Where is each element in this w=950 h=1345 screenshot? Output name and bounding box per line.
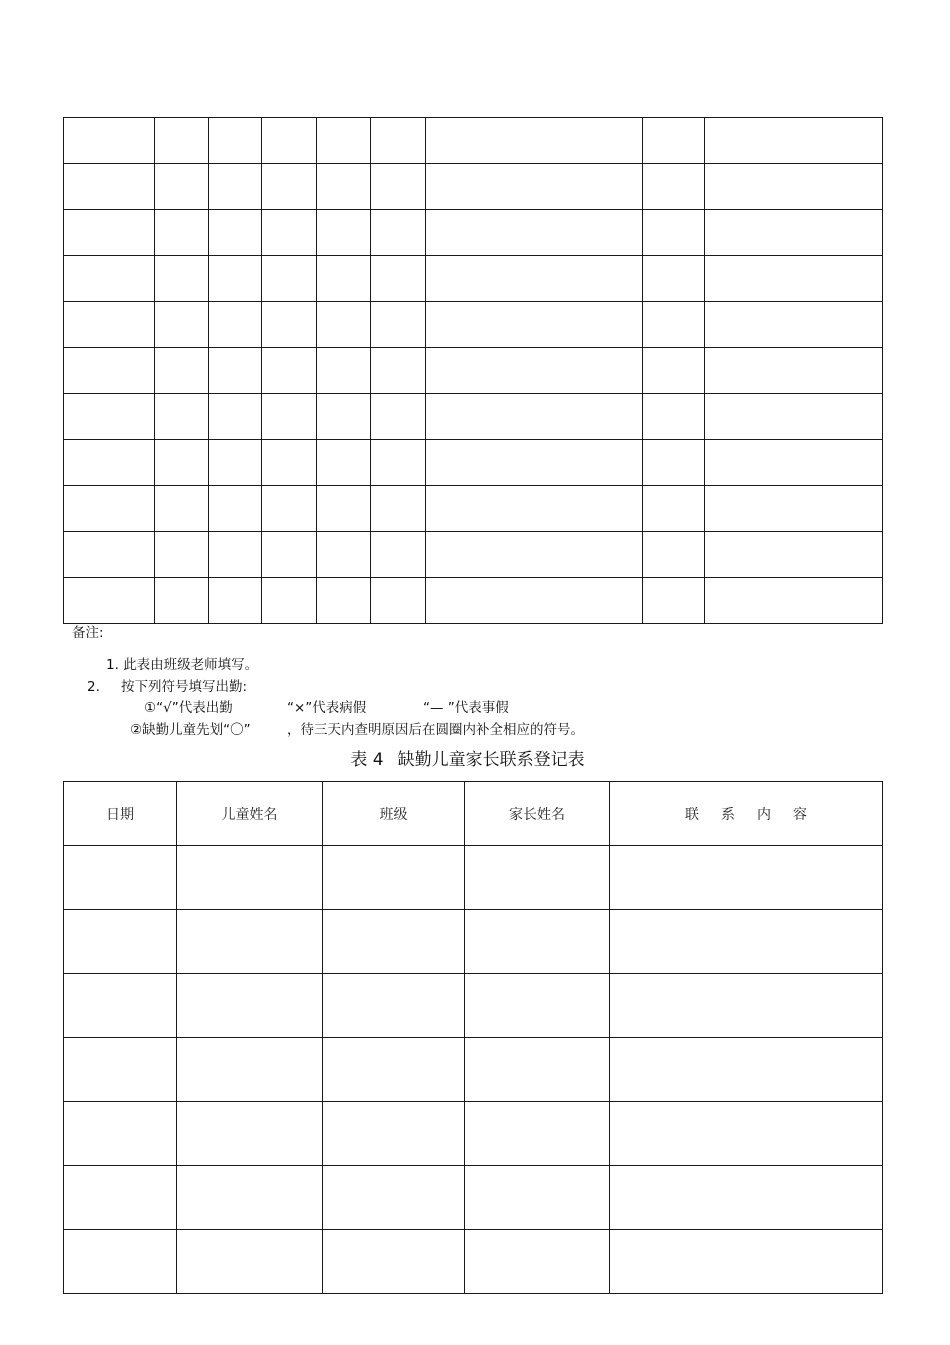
attendance-cell[interactable] bbox=[643, 348, 705, 394]
attendance-cell[interactable] bbox=[426, 440, 643, 486]
attendance-row bbox=[64, 578, 883, 624]
contact-cell[interactable] bbox=[64, 1230, 177, 1294]
attendance-cell[interactable] bbox=[155, 578, 209, 624]
contact-cell[interactable] bbox=[177, 974, 323, 1038]
contact-cell[interactable] bbox=[323, 974, 465, 1038]
attendance-cell[interactable] bbox=[262, 210, 317, 256]
attendance-row bbox=[64, 164, 883, 210]
contact-row bbox=[64, 846, 883, 910]
attendance-cell[interactable] bbox=[209, 348, 262, 394]
attendance-cell[interactable] bbox=[426, 532, 643, 578]
contact-table-name: 缺勤儿童家长联系登记表 bbox=[397, 750, 585, 770]
contact-cell[interactable] bbox=[177, 1166, 323, 1230]
attendance-cell[interactable] bbox=[317, 440, 371, 486]
attendance-cell[interactable] bbox=[371, 210, 426, 256]
attendance-cell[interactable] bbox=[64, 164, 155, 210]
attendance-cell[interactable] bbox=[317, 532, 371, 578]
contact-cell[interactable] bbox=[465, 1102, 610, 1166]
contact-cell[interactable] bbox=[323, 1166, 465, 1230]
note-item-2-number: 2. bbox=[87, 679, 100, 695]
attendance-cell[interactable] bbox=[371, 348, 426, 394]
contact-cell[interactable] bbox=[64, 974, 177, 1038]
attendance-cell[interactable] bbox=[209, 486, 262, 532]
contact-cell[interactable] bbox=[610, 1102, 883, 1166]
contact-cell[interactable] bbox=[610, 1038, 883, 1102]
header-child-name: 儿童姓名 bbox=[177, 782, 323, 846]
attendance-cell[interactable] bbox=[64, 348, 155, 394]
attendance-row bbox=[64, 394, 883, 440]
attendance-cell[interactable] bbox=[64, 302, 155, 348]
attendance-cell[interactable] bbox=[64, 394, 155, 440]
contact-cell[interactable] bbox=[177, 846, 323, 910]
contact-cell[interactable] bbox=[465, 1166, 610, 1230]
header-contact-content: 联系内容 bbox=[610, 782, 883, 846]
contact-cell[interactable] bbox=[64, 1038, 177, 1102]
attendance-cell[interactable] bbox=[643, 486, 705, 532]
contact-cell[interactable] bbox=[323, 1102, 465, 1166]
contact-cell[interactable] bbox=[610, 1230, 883, 1294]
attendance-cell[interactable] bbox=[317, 118, 371, 164]
attendance-cell[interactable] bbox=[317, 164, 371, 210]
attendance-cell[interactable] bbox=[317, 486, 371, 532]
attendance-cell[interactable] bbox=[643, 210, 705, 256]
attendance-cell[interactable] bbox=[262, 532, 317, 578]
note-item-1: 1. 此表由班级老师填写。 bbox=[106, 657, 259, 673]
symbol-sick-leave: “×”代表病假 bbox=[287, 700, 367, 716]
attendance-row bbox=[64, 210, 883, 256]
symbol-present: ①“√”代表出勤 bbox=[144, 700, 233, 716]
contact-row bbox=[64, 974, 883, 1038]
attendance-cell[interactable] bbox=[705, 210, 883, 256]
attendance-cell[interactable] bbox=[371, 164, 426, 210]
attendance-cell[interactable] bbox=[426, 164, 643, 210]
attendance-cell[interactable] bbox=[262, 486, 317, 532]
header-parent-name: 家长姓名 bbox=[465, 782, 610, 846]
attendance-cell[interactable] bbox=[643, 164, 705, 210]
attendance-cell[interactable] bbox=[705, 348, 883, 394]
contact-cell[interactable] bbox=[465, 1038, 610, 1102]
contact-register-table bbox=[63, 781, 883, 1294]
attendance-cell[interactable] bbox=[426, 302, 643, 348]
contact-row bbox=[64, 910, 883, 974]
contact-cell[interactable] bbox=[64, 1166, 177, 1230]
header-date: 日期 bbox=[64, 782, 177, 846]
contact-cell[interactable] bbox=[465, 974, 610, 1038]
contact-cell[interactable] bbox=[177, 1038, 323, 1102]
contact-cell[interactable] bbox=[465, 846, 610, 910]
absent-rule-part-1: ②缺勤儿童先划“〇” bbox=[130, 722, 251, 738]
attendance-cell[interactable] bbox=[209, 532, 262, 578]
attendance-cell[interactable] bbox=[209, 164, 262, 210]
notes-heading: 备注: bbox=[72, 625, 104, 641]
attendance-cell[interactable] bbox=[209, 302, 262, 348]
attendance-cell[interactable] bbox=[155, 210, 209, 256]
attendance-cell[interactable] bbox=[155, 486, 209, 532]
attendance-cell[interactable] bbox=[262, 256, 317, 302]
contact-cell[interactable] bbox=[177, 1102, 323, 1166]
attendance-cell[interactable] bbox=[705, 164, 883, 210]
attendance-cell[interactable] bbox=[371, 440, 426, 486]
attendance-cell[interactable] bbox=[705, 118, 883, 164]
attendance-cell[interactable] bbox=[426, 210, 643, 256]
attendance-table bbox=[63, 117, 883, 624]
attendance-cell[interactable] bbox=[705, 394, 883, 440]
attendance-cell[interactable] bbox=[317, 210, 371, 256]
attendance-cell[interactable] bbox=[371, 578, 426, 624]
header-class: 班级 bbox=[323, 782, 465, 846]
contact-cell[interactable] bbox=[323, 1230, 465, 1294]
attendance-cell[interactable] bbox=[426, 578, 643, 624]
attendance-cell[interactable] bbox=[426, 118, 643, 164]
attendance-cell[interactable] bbox=[209, 118, 262, 164]
attendance-row bbox=[64, 348, 883, 394]
contact-table-header-row bbox=[64, 782, 883, 846]
attendance-cell[interactable] bbox=[209, 578, 262, 624]
attendance-cell[interactable] bbox=[705, 578, 883, 624]
attendance-cell[interactable] bbox=[643, 256, 705, 302]
attendance-cell[interactable] bbox=[262, 348, 317, 394]
attendance-cell[interactable] bbox=[64, 210, 155, 256]
attendance-row bbox=[64, 302, 883, 348]
contact-cell[interactable] bbox=[323, 846, 465, 910]
attendance-cell[interactable] bbox=[262, 394, 317, 440]
contact-cell[interactable] bbox=[610, 846, 883, 910]
attendance-cell[interactable] bbox=[317, 394, 371, 440]
attendance-cell[interactable] bbox=[705, 440, 883, 486]
contact-row bbox=[64, 1102, 883, 1166]
attendance-cell[interactable] bbox=[64, 118, 155, 164]
attendance-cell[interactable] bbox=[371, 302, 426, 348]
attendance-cell[interactable] bbox=[155, 532, 209, 578]
attendance-cell[interactable] bbox=[64, 578, 155, 624]
symbol-personal-leave: “— ”代表事假 bbox=[423, 700, 509, 716]
attendance-cell[interactable] bbox=[643, 118, 705, 164]
contact-row bbox=[64, 1230, 883, 1294]
contact-cell[interactable] bbox=[177, 910, 323, 974]
attendance-cell[interactable] bbox=[643, 532, 705, 578]
attendance-row bbox=[64, 532, 883, 578]
attendance-cell[interactable] bbox=[371, 486, 426, 532]
contact-cell[interactable] bbox=[64, 1102, 177, 1166]
contact-cell[interactable] bbox=[64, 910, 177, 974]
attendance-cell[interactable] bbox=[705, 302, 883, 348]
attendance-cell[interactable] bbox=[262, 578, 317, 624]
attendance-cell[interactable] bbox=[426, 256, 643, 302]
contact-table-title bbox=[0, 745, 935, 770]
attendance-cell[interactable] bbox=[371, 532, 426, 578]
attendance-cell[interactable] bbox=[262, 302, 317, 348]
contact-row bbox=[64, 1166, 883, 1230]
attendance-cell[interactable] bbox=[426, 394, 643, 440]
contact-cell[interactable] bbox=[64, 846, 177, 910]
attendance-cell[interactable] bbox=[155, 164, 209, 210]
attendance-cell[interactable] bbox=[262, 164, 317, 210]
attendance-cell[interactable] bbox=[643, 440, 705, 486]
attendance-cell[interactable] bbox=[209, 210, 262, 256]
attendance-cell[interactable] bbox=[64, 256, 155, 302]
contact-cell[interactable] bbox=[610, 974, 883, 1038]
attendance-cell[interactable] bbox=[155, 256, 209, 302]
attendance-cell[interactable] bbox=[643, 302, 705, 348]
attendance-cell[interactable] bbox=[155, 394, 209, 440]
attendance-cell[interactable] bbox=[317, 348, 371, 394]
attendance-cell[interactable] bbox=[262, 440, 317, 486]
contact-cell[interactable] bbox=[610, 910, 883, 974]
attendance-cell[interactable] bbox=[155, 118, 209, 164]
attendance-cell[interactable] bbox=[209, 394, 262, 440]
attendance-row bbox=[64, 486, 883, 532]
contact-table-number: 表 4 bbox=[350, 750, 384, 770]
attendance-cell[interactable] bbox=[371, 256, 426, 302]
attendance-cell[interactable] bbox=[705, 532, 883, 578]
attendance-cell[interactable] bbox=[317, 302, 371, 348]
attendance-cell[interactable] bbox=[371, 118, 426, 164]
contact-cell[interactable] bbox=[465, 1230, 610, 1294]
contact-cell[interactable] bbox=[323, 910, 465, 974]
contact-cell[interactable] bbox=[177, 1230, 323, 1294]
contact-cell[interactable] bbox=[610, 1166, 883, 1230]
attendance-cell[interactable] bbox=[705, 486, 883, 532]
attendance-cell[interactable] bbox=[317, 256, 371, 302]
contact-cell[interactable] bbox=[323, 1038, 465, 1102]
attendance-cell[interactable] bbox=[64, 486, 155, 532]
attendance-cell[interactable] bbox=[155, 348, 209, 394]
absent-rule-part-2: ，待三天内查明原因后在圆圈内补全相应的符号。 bbox=[287, 722, 584, 738]
contact-cell[interactable] bbox=[465, 910, 610, 974]
attendance-cell[interactable] bbox=[209, 440, 262, 486]
attendance-row bbox=[64, 118, 883, 164]
attendance-cell[interactable] bbox=[317, 578, 371, 624]
attendance-cell[interactable] bbox=[64, 440, 155, 486]
attendance-row bbox=[64, 256, 883, 302]
attendance-cell[interactable] bbox=[426, 348, 643, 394]
attendance-cell[interactable] bbox=[371, 394, 426, 440]
attendance-cell[interactable] bbox=[64, 532, 155, 578]
attendance-cell[interactable] bbox=[155, 440, 209, 486]
note-item-2-text: 按下列符号填写出勤: bbox=[121, 679, 248, 695]
attendance-cell[interactable] bbox=[643, 394, 705, 440]
attendance-row bbox=[64, 440, 883, 486]
contact-row bbox=[64, 1038, 883, 1102]
attendance-cell[interactable] bbox=[643, 578, 705, 624]
attendance-cell[interactable] bbox=[209, 256, 262, 302]
attendance-cell[interactable] bbox=[426, 486, 643, 532]
attendance-cell[interactable] bbox=[155, 302, 209, 348]
attendance-cell[interactable] bbox=[705, 256, 883, 302]
attendance-cell[interactable] bbox=[262, 118, 317, 164]
